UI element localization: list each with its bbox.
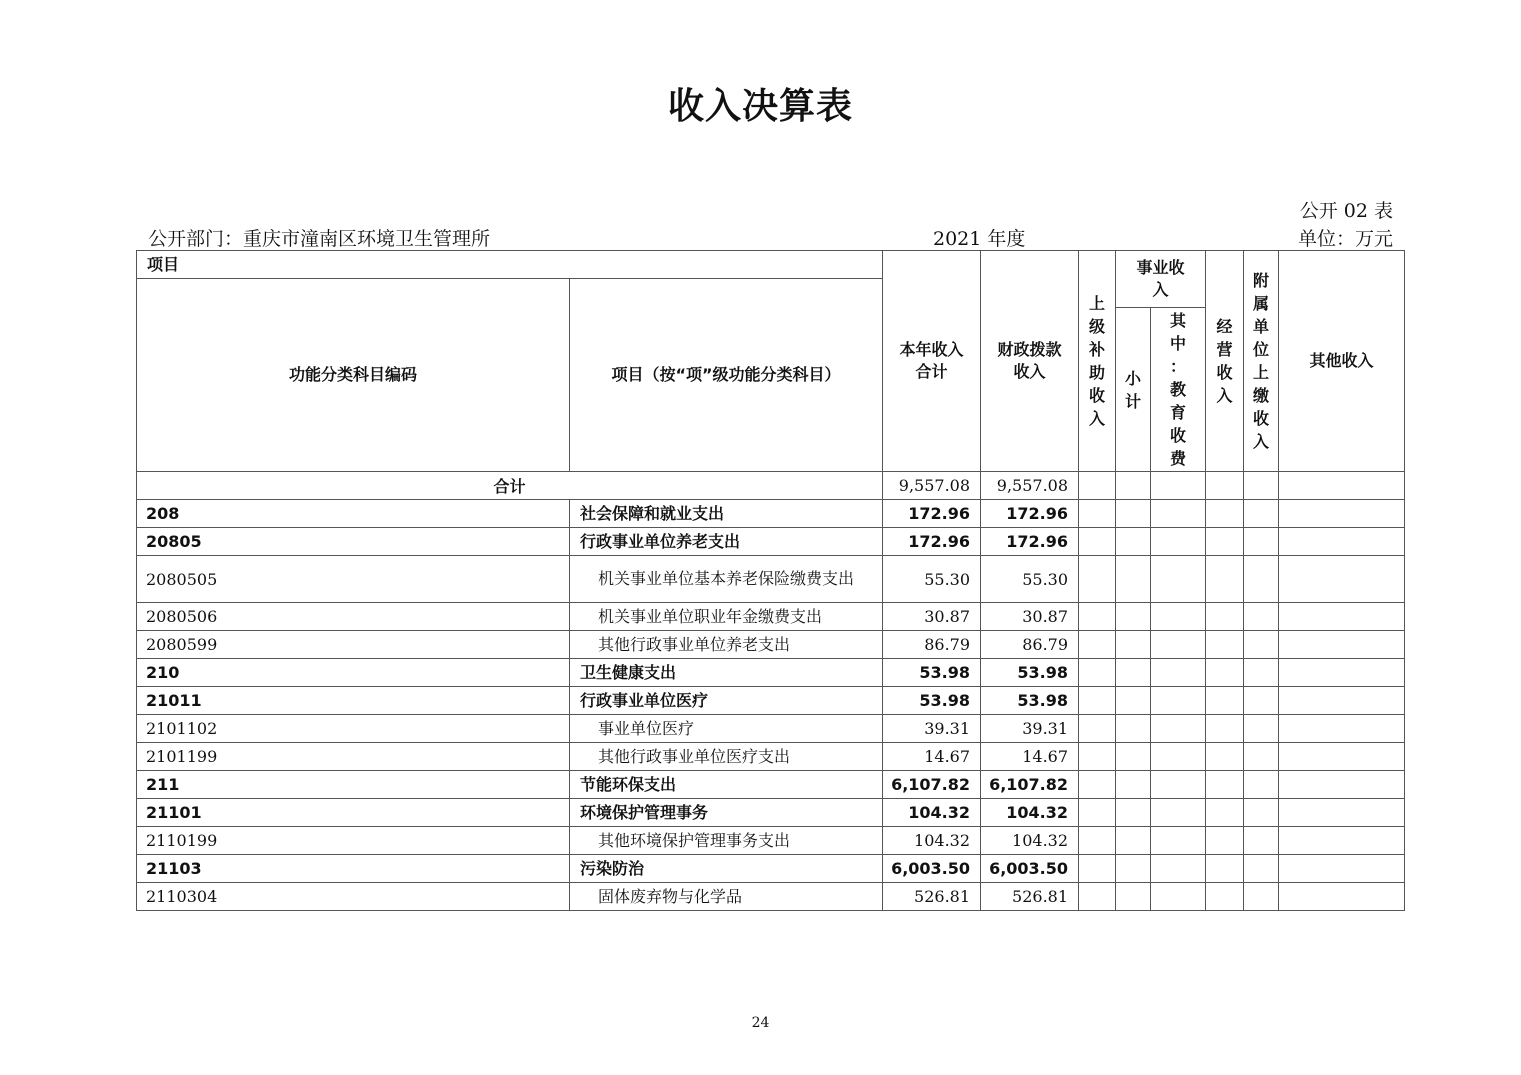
item-name: 机关事业单位基本养老保险缴费支出	[570, 556, 883, 603]
empty-cell	[1206, 500, 1244, 528]
empty-cell	[1244, 883, 1279, 911]
item-name: 行政事业单位养老支出	[570, 528, 883, 556]
income-table	[136, 250, 1405, 911]
function-code: 2080599	[137, 631, 570, 659]
empty-cell	[1151, 687, 1206, 715]
empty-cell	[1079, 715, 1116, 743]
item-name: 节能环保支出	[570, 771, 883, 799]
empty-cell	[1206, 556, 1244, 603]
table-row	[137, 603, 1405, 631]
total-income-value: 30.87	[883, 603, 981, 631]
header-item-name: 项目（按“项”级功能分类科目）	[570, 279, 883, 472]
empty-cell	[1116, 799, 1151, 827]
table-row	[137, 556, 1405, 603]
empty-cell	[1151, 659, 1206, 687]
empty-cell	[1279, 556, 1405, 603]
header-education-fee: 其 中 ： 教 育 收 费	[1151, 308, 1206, 472]
empty-cell	[1151, 799, 1206, 827]
empty-cell	[1206, 715, 1244, 743]
fiscal-allocation-value: 6,107.82	[981, 771, 1079, 799]
empty-cell	[1151, 715, 1206, 743]
page-number: 24	[751, 1015, 770, 1031]
empty-cell	[1279, 715, 1405, 743]
unit-label: 单位：万元	[1297, 228, 1393, 250]
empty-cell	[1244, 799, 1279, 827]
empty-cell	[1244, 687, 1279, 715]
empty-cell	[1151, 771, 1206, 799]
table-row	[137, 687, 1405, 715]
header-total-income: 本年收入 合计	[883, 251, 981, 472]
header-business-income: 事业收 入	[1116, 251, 1206, 308]
header-affiliated-income: 附 属 单 位 上 缴 收 入	[1244, 251, 1279, 472]
total-income-value: 104.32	[883, 799, 981, 827]
fiscal-allocation-value: 172.96	[981, 528, 1079, 556]
empty-cell	[1279, 528, 1405, 556]
total-income-value: 53.98	[883, 659, 981, 687]
total-income-value: 53.98	[883, 687, 981, 715]
function-code: 21101	[137, 799, 570, 827]
empty-cell	[1279, 603, 1405, 631]
empty-cell	[1279, 771, 1405, 799]
empty-cell	[1244, 743, 1279, 771]
empty-cell	[1151, 855, 1206, 883]
item-name: 卫生健康支出	[570, 659, 883, 687]
empty-cell	[1116, 771, 1151, 799]
empty-cell	[1244, 556, 1279, 603]
empty-cell	[1244, 500, 1279, 528]
empty-cell	[1116, 659, 1151, 687]
table-row	[137, 855, 1405, 883]
item-name: 其他环境保护管理事务支出	[570, 827, 883, 855]
table-row	[137, 715, 1405, 743]
empty-cell	[1079, 799, 1116, 827]
total-income-value: 172.96	[883, 500, 981, 528]
function-code: 2080506	[137, 603, 570, 631]
header-superior-subsidy: 上 级 补 助 收 入	[1079, 251, 1116, 472]
empty-cell	[1279, 855, 1405, 883]
empty-cell	[1079, 556, 1116, 603]
fiscal-allocation-value: 53.98	[981, 687, 1079, 715]
item-name: 环境保护管理事务	[570, 799, 883, 827]
table-row	[137, 631, 1405, 659]
fiscal-allocation-value: 172.96	[981, 500, 1079, 528]
table-row	[137, 528, 1405, 556]
empty-cell	[1116, 603, 1151, 631]
header-function-code: 功能分类科目编码	[137, 279, 570, 472]
empty-cell	[1151, 743, 1206, 771]
fiscal-allocation-value: 104.32	[981, 827, 1079, 855]
empty-cell	[1116, 715, 1151, 743]
empty-cell	[1244, 855, 1279, 883]
empty-cell	[1279, 799, 1405, 827]
fiscal-allocation-value: 53.98	[981, 659, 1079, 687]
empty-cell	[1079, 603, 1116, 631]
empty-cell	[1116, 556, 1151, 603]
empty-cell	[1244, 631, 1279, 659]
function-code: 20805	[137, 528, 570, 556]
total-income-value: 55.30	[883, 556, 981, 603]
header-operating-income: 经 营 收 入	[1206, 251, 1244, 472]
empty-cell	[1206, 659, 1244, 687]
fiscal-allocation-value: 55.30	[981, 556, 1079, 603]
total-income-value: 9,557.08	[883, 472, 981, 500]
empty-cell	[1206, 827, 1244, 855]
table-row	[137, 799, 1405, 827]
empty-cell	[1079, 631, 1116, 659]
empty-cell	[1151, 631, 1206, 659]
empty-cell	[1116, 855, 1151, 883]
empty-cell	[1206, 799, 1244, 827]
function-code: 2101102	[137, 715, 570, 743]
table-row	[137, 500, 1405, 528]
empty-cell	[1206, 855, 1244, 883]
page-title: 收入决算表	[667, 85, 853, 127]
header-other-income: 其他收入	[1279, 251, 1405, 472]
empty-cell	[1151, 556, 1206, 603]
header-subtotal: 小 计	[1116, 308, 1151, 472]
empty-cell	[1279, 743, 1405, 771]
total-income-value: 14.67	[883, 743, 981, 771]
empty-cell	[1151, 528, 1206, 556]
empty-cell	[1079, 827, 1116, 855]
empty-cell	[1279, 659, 1405, 687]
empty-cell	[1079, 855, 1116, 883]
item-name: 行政事业单位医疗	[570, 687, 883, 715]
empty-cell	[1079, 528, 1116, 556]
total-row	[137, 472, 1405, 500]
total-income-value: 6,003.50	[883, 855, 981, 883]
fiscal-allocation-value: 526.81	[981, 883, 1079, 911]
header-project: 项目	[137, 251, 883, 279]
fiscal-allocation-value: 86.79	[981, 631, 1079, 659]
total-income-value: 104.32	[883, 827, 981, 855]
empty-cell	[1279, 687, 1405, 715]
empty-cell	[1279, 500, 1405, 528]
empty-cell	[1279, 631, 1405, 659]
header-fiscal-allocation: 财政拨款 收入	[981, 251, 1079, 472]
fiscal-allocation-value: 30.87	[981, 603, 1079, 631]
empty-cell	[1206, 883, 1244, 911]
empty-cell	[1079, 500, 1116, 528]
form-number: 公开 02 表	[1299, 200, 1393, 222]
item-name: 机关事业单位职业年金缴费支出	[570, 603, 883, 631]
item-name: 社会保障和就业支出	[570, 500, 883, 528]
empty-cell	[1206, 743, 1244, 771]
empty-cell	[1079, 771, 1116, 799]
total-income-value: 86.79	[883, 631, 981, 659]
table-row	[137, 827, 1405, 855]
empty-cell	[1116, 687, 1151, 715]
empty-cell	[1079, 743, 1116, 771]
empty-cell	[1079, 883, 1116, 911]
department-label: 公开部门：重庆市潼南区环境卫生管理所	[148, 228, 491, 250]
empty-cell	[1206, 528, 1244, 556]
function-code: 208	[137, 500, 570, 528]
empty-cell	[1079, 687, 1116, 715]
empty-cell	[1244, 528, 1279, 556]
empty-cell	[1116, 883, 1151, 911]
empty-cell	[1116, 500, 1151, 528]
fiscal-allocation-value: 6,003.50	[981, 855, 1079, 883]
function-code: 210	[137, 659, 570, 687]
empty-cell	[1244, 827, 1279, 855]
total-income-value: 6,107.82	[883, 771, 981, 799]
table-row	[137, 883, 1405, 911]
function-code: 211	[137, 771, 570, 799]
table-row	[137, 743, 1405, 771]
empty-cell	[1116, 631, 1151, 659]
item-name: 污染防治	[570, 855, 883, 883]
item-name: 其他行政事业单位医疗支出	[570, 743, 883, 771]
empty-cell	[1206, 771, 1244, 799]
empty-cell	[1244, 603, 1279, 631]
empty-cell	[1116, 743, 1151, 771]
total-fiscal-value: 9,557.08	[981, 472, 1079, 500]
empty-cell	[1244, 659, 1279, 687]
empty-cell	[1116, 528, 1151, 556]
table-row	[137, 659, 1405, 687]
item-name: 固体废弃物与化学品	[570, 883, 883, 911]
function-code: 2110304	[137, 883, 570, 911]
fiscal-allocation-value: 39.31	[981, 715, 1079, 743]
empty-cell	[1206, 687, 1244, 715]
empty-cell	[1151, 883, 1206, 911]
empty-cell	[1151, 827, 1206, 855]
function-code: 21011	[137, 687, 570, 715]
function-code: 2101199	[137, 743, 570, 771]
empty-cell	[1206, 631, 1244, 659]
total-label: 合计	[137, 472, 883, 500]
empty-cell	[1151, 603, 1206, 631]
function-code: 2110199	[137, 827, 570, 855]
fiscal-allocation-value: 104.32	[981, 799, 1079, 827]
empty-cell	[1151, 500, 1206, 528]
empty-cell	[1116, 827, 1151, 855]
function-code: 2080505	[137, 556, 570, 603]
empty-cell	[1279, 883, 1405, 911]
empty-cell	[1079, 659, 1116, 687]
table-row	[137, 771, 1405, 799]
item-name: 其他行政事业单位养老支出	[570, 631, 883, 659]
empty-cell	[1244, 715, 1279, 743]
total-income-value: 526.81	[883, 883, 981, 911]
fiscal-allocation-value: 14.67	[981, 743, 1079, 771]
item-name: 事业单位医疗	[570, 715, 883, 743]
total-income-value: 39.31	[883, 715, 981, 743]
empty-cell	[1279, 827, 1405, 855]
empty-cell	[1206, 603, 1244, 631]
empty-cell	[1244, 771, 1279, 799]
function-code: 21103	[137, 855, 570, 883]
fiscal-year: 2021 年度	[933, 228, 1026, 250]
total-income-value: 172.96	[883, 528, 981, 556]
